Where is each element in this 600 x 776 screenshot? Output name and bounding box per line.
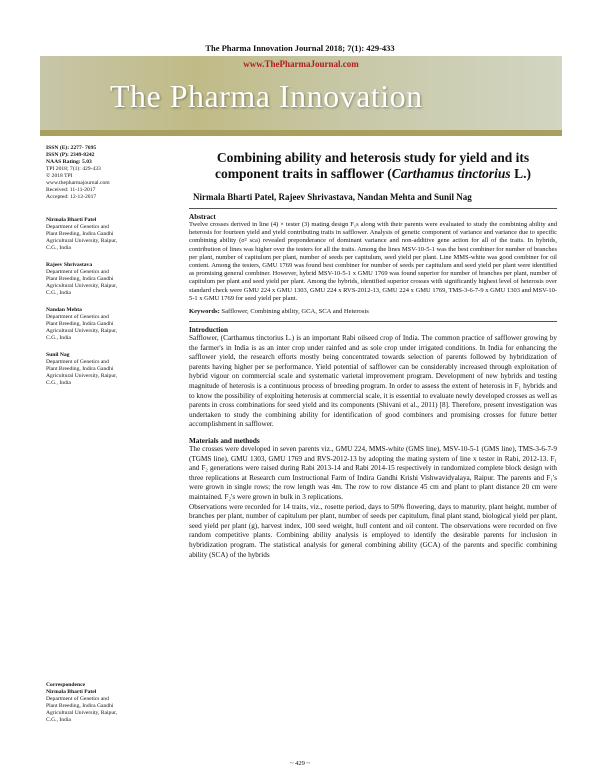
meta-line: NAAS Rating: 5.03 bbox=[46, 159, 92, 165]
affiliation-line: C.G., India bbox=[46, 245, 71, 251]
affiliation-line: Plant Breeding, Indira Gandhi bbox=[46, 276, 114, 282]
author-affiliation bbox=[46, 352, 176, 387]
affiliation-line: Agricultural University, Raipur, bbox=[46, 710, 118, 716]
keywords bbox=[189, 308, 557, 315]
meta-line: ISSN (E): 2277- 7695 bbox=[46, 145, 97, 151]
author-name: Sunil Nag bbox=[46, 352, 70, 358]
meta-line: Accepted: 12-12-2017 bbox=[46, 194, 97, 200]
author-name: Nandan Mehta bbox=[46, 307, 82, 313]
journal-banner bbox=[40, 56, 562, 136]
affiliation-line: Department of Genetics and bbox=[46, 314, 109, 320]
affiliation-line: Agricultural University, Raipur, bbox=[46, 328, 118, 334]
meta-line: Received: 11-11-2017 bbox=[46, 187, 96, 193]
meta-link[interactable]: www.thepharmajournal.com bbox=[46, 180, 110, 186]
affiliation-line: Plant Breeding, Indira Gandhi bbox=[46, 231, 114, 237]
author-name: Nirmala Bharti Patel bbox=[46, 217, 97, 223]
author-name: Rajeev Shrivastava bbox=[46, 262, 93, 268]
journal-url[interactable]: www.ThePharmaJournal.com bbox=[243, 59, 359, 69]
meta-line: © 2018 TPI bbox=[46, 173, 73, 179]
affiliation-line: Plant Breeding, Indira Gandhi bbox=[46, 321, 114, 327]
affiliation-line: Department of Genetics and bbox=[46, 224, 109, 230]
journal-banner-title: The Pharma Innovation bbox=[110, 78, 423, 114]
affiliation-line: C.G., India bbox=[46, 717, 71, 723]
affiliation-line: Plant Breeding, Indira Gandhi bbox=[46, 703, 114, 709]
affiliation-line: Agricultural University, Raipur, bbox=[46, 373, 118, 379]
affiliation-line: C.G., India bbox=[46, 380, 71, 386]
affiliation-line: Plant Breeding, Indira Gandhi bbox=[46, 366, 114, 372]
divider bbox=[189, 208, 557, 209]
title-species: Carthamus tinctorius bbox=[391, 166, 511, 181]
affiliation-line: C.G., India bbox=[46, 335, 71, 341]
article-body bbox=[189, 150, 557, 560]
author-affiliation bbox=[46, 307, 176, 342]
intro-heading: Introduction bbox=[189, 326, 229, 335]
page-number: ~ 429 ~ bbox=[289, 760, 311, 767]
affiliation-line: Agricultural University, Raipur, bbox=[46, 283, 118, 289]
affiliation-line: Agricultural University, Raipur, bbox=[46, 238, 118, 244]
methods-text: The crosses were developed in seven parents viz., GMU 224, MMS-white (GMS line), MSV-10-5-1 (GMS line), TMS-3-6-7-9 (TGMS line), GMU 1303, GMU 1769 and RVS-2012-13 by adopting the mating system of line x tester in Rabi, 2012-13. F₁ and F₂ generations were raised during Rabi 2013-14 and Rabi 2014-15 respectively in randomized complete block design with three replications at Research cum Instructional Farm of Indira Gandhi Krishi Vishwavidyalaya, Raipur. The parents and F₁'s were grown in single rows; the row length was 4m. The row to row distance 45 cm and plant to plant distance 20 cm were maintained. F₂'s were grown in bulk in 3 replications. bbox=[189, 444, 557, 501]
affiliation-line: Department of Genetics and bbox=[46, 696, 109, 702]
author-affiliation bbox=[46, 262, 176, 297]
divider bbox=[189, 321, 557, 322]
journal-meta bbox=[46, 145, 176, 201]
author-list: Nirmala Bharti Patel, Rajeev Shrivastava, Nandan Mehta and Sunil Nag bbox=[193, 192, 472, 202]
correspondence-name: Nirmala Bharti Patel bbox=[46, 689, 97, 695]
banner-stripe bbox=[40, 130, 562, 136]
correspondence-label: Correspondence bbox=[46, 682, 86, 688]
sidebar bbox=[46, 145, 176, 397]
correspondence bbox=[46, 682, 176, 724]
affiliation-line: Department of Genetics and bbox=[46, 269, 109, 275]
meta-line: ISSN (P): 2349-8242 bbox=[46, 152, 95, 158]
abstract-heading: Abstract bbox=[189, 213, 216, 221]
affiliation-line: Department of Genetics and bbox=[46, 359, 109, 365]
keywords-label: Keywords: bbox=[189, 308, 220, 316]
intro-text: Safflower, (Carthamus tinctorius L.) is an important Rabi oilseed crop of India. The common practice of safflower growing by the farmer's in India is as an inter crop under rainfed and as sole crop under irrigated conditions. In India for enhancing the safflower yield, the research efforts mostly being concentrated towards selection of parents followed by hybridization of parents having higher per se performance. Yield potential of safflower can be considerably increased through exploitation of hybrid vigour on commercial scale and systematic varietal improvement program. Development of new hybrids and testing magnitude of heterosis is a continuous process of breeding program. In order to assess the extent of heterosis in F₁ hybrids and to know the possibility of exploiting heterosis at commercial scale, it is essential to evaluate newly developed crosses as well as parents in cross combinations for seed yield and its components (Shivani et al., 2011) [8]. Therefore, present investigation was undertaken to study the combining ability for identification of good combiners and promising crosses for future better accomplishment in safflower. bbox=[189, 334, 557, 429]
title-text: Combining ability and heterosis study for yield and its component traits in safflower ( bbox=[215, 150, 530, 181]
keywords-text: Safflower, Combining ability, GCA, SCA and Heterosis bbox=[219, 308, 369, 316]
affiliation-line: C.G., India bbox=[46, 290, 71, 296]
meta-line: TPI 2018; 7(1): 429-433 bbox=[46, 166, 101, 172]
journal-citation: The Pharma Innovation Journal 2018; 7(1): 429-433 bbox=[205, 43, 395, 53]
paper-title bbox=[189, 150, 557, 182]
title-end: L.) bbox=[510, 166, 531, 181]
abstract-text: Twelve crosses derived in line (4) × tester (3) mating design F₁s along with their parents were evaluated to study the combining ability and heterosis for fourteen yield and yield contributing traits in safflower. Analysis of genetic component of variance and variance due to specific combining ability (σ² sca) revealed preponderance of dominant variance and non-additive gene action for all of the traits. In hybrids, contribution of lines was higher over the testers for all the traits. Among the lines MSV-10-5-1 was the best combiner for number of branches per plant, number of capitulum per plant, number of seeds per capitulum, seed yield per plant. Line MMS-white was good combiner for oil content. Among the testers, GMU 1769 was found best combiner for number of seeds per capitulum and seed yield per plant were identified as promising general combiner. However, hybrid MSV-10-5-1 x GMU 1769 was found superior for number of branches per plant, number of capitulum per plant and seed yield per plant. Among the hybrids, identified superior crosses with significantly highest level of heterosis over standard check were GMU 224 x GMU 1303, GMU 224 x RVS-2012-13, GMU 224 x GMU 1769, TMS-3-6-7-9 x GMU 1303 and MSV-10-5-1 x GMU 1769 for seed yield per plant. bbox=[189, 221, 557, 302]
author-affiliation bbox=[46, 217, 176, 252]
methods-text: Observations were recorded for 14 traits, viz., rosette period, days to 50% flowering, days to maturity, plant height, number of branches per plant, number of capitulum per plant, number of seeds per capitulum, final plant stand, biological yield per plant, seed yield per plant (g), harvest index, 100 seed weight, hull content and oil content. The observations were recorded on five random competitive plants. Combining ability analysis is employed to identify the desirable parents for inclusion in hybridization program. The statistical analysis for general combining ability (GCA) of the parents and specific combining ability (SCA) of the hybrids bbox=[189, 502, 557, 559]
methods-heading: Materials and methods bbox=[189, 436, 260, 445]
